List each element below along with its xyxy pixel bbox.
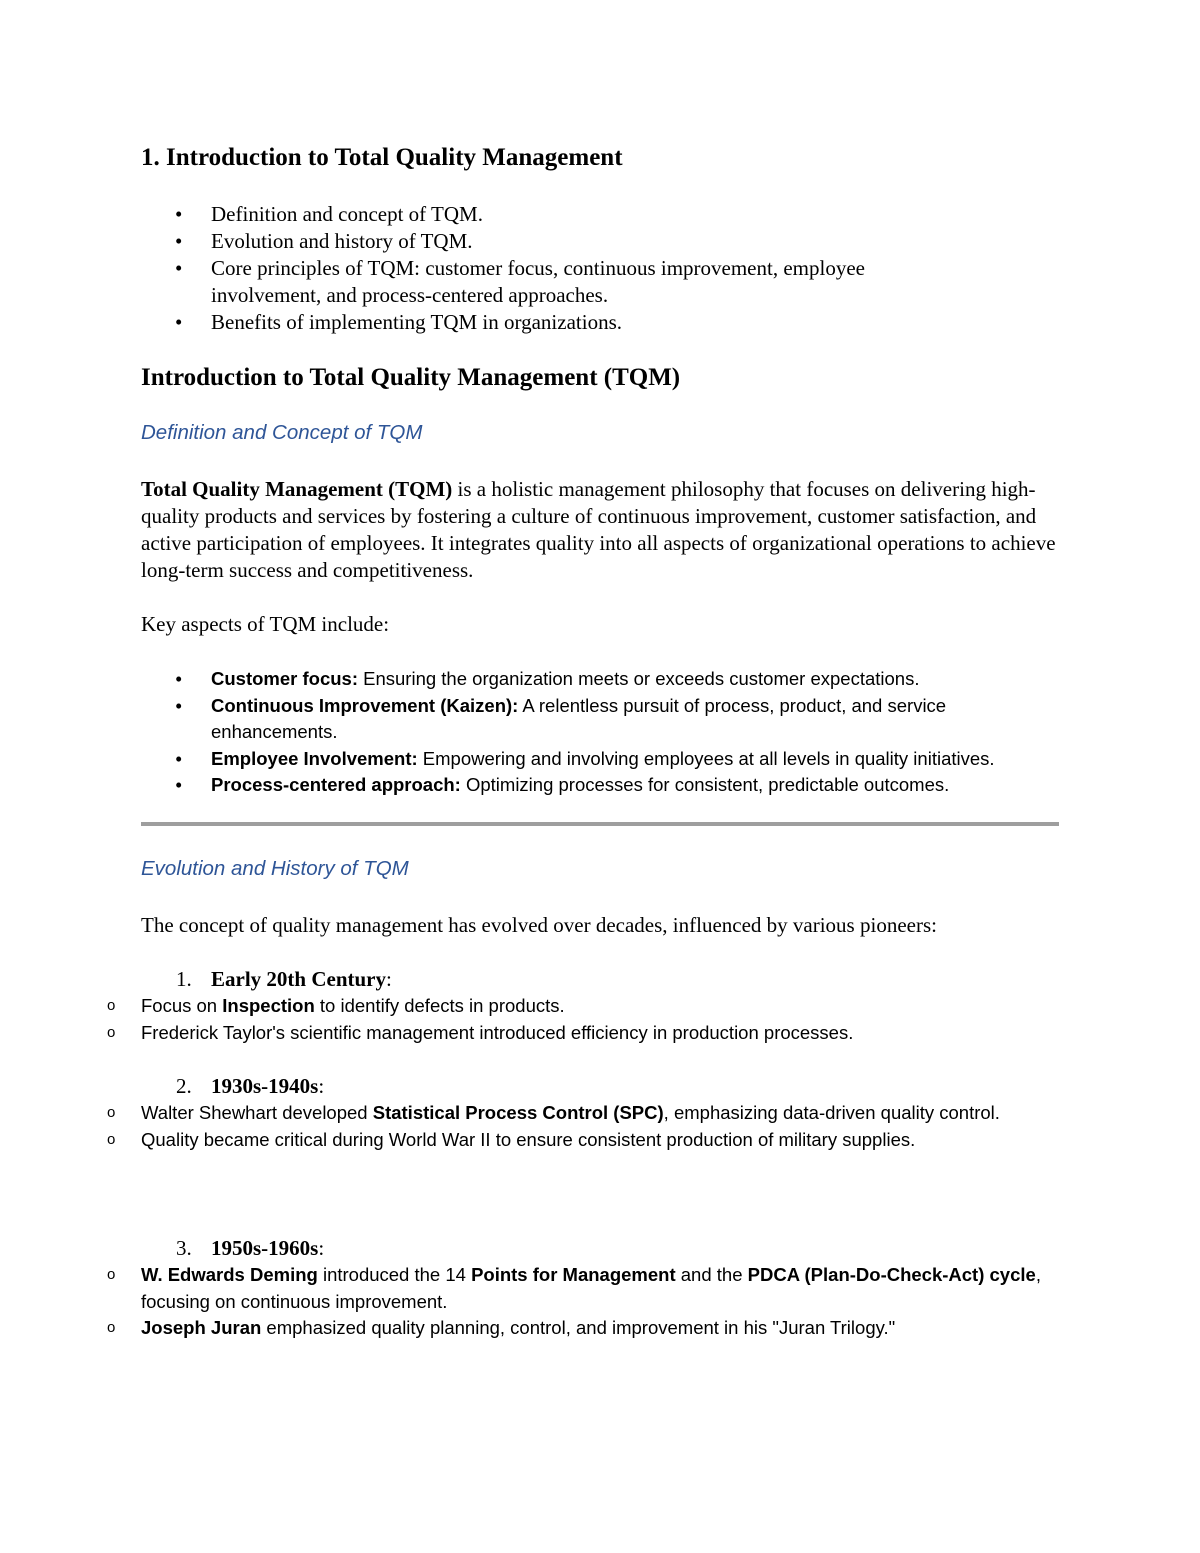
bullet-icon: • <box>175 746 183 771</box>
bullet-icon: • <box>175 773 183 797</box>
circle-bullet-icon: o <box>107 1266 116 1283</box>
horizontal-divider <box>141 822 1059 826</box>
list-item: o Joseph Juran emphasized quality planning, control, and improvement in his "Juran Trilogy." <box>0 1315 1061 1342</box>
bullet-icon: • <box>175 202 183 226</box>
bullet-icon: • <box>175 667 183 691</box>
key-aspects-list <box>141 666 1041 799</box>
circle-bullet-icon: o <box>107 1023 116 1041</box>
list-item: • Definition and concept of TQM. <box>175 202 483 226</box>
bullet-icon: • <box>175 693 183 718</box>
list-item: o Focus on Inspection to identify defects in products. <box>0 993 1061 1020</box>
list-item: • Core principles of TQM: customer focus, continuous improvement, employee involvement, and process-centered approaches. <box>175 256 865 307</box>
outline-list <box>141 201 1041 336</box>
list-item: • Continuous Improvement (Kaizen): A relentless pursuit of process, product, and service enhancements. <box>175 693 947 742</box>
bullet-icon: • <box>175 256 183 280</box>
era-block <box>107 1073 1061 1153</box>
bullet-icon: • <box>175 229 183 253</box>
evolution-intro: The concept of quality management has evolved over decades, influenced by various pioneers: <box>141 913 937 937</box>
era-block <box>107 1235 1061 1342</box>
era-items <box>0 1100 1061 1153</box>
list-item: • Benefits of implementing TQM in organizations. <box>175 310 622 334</box>
definition-paragraph <box>141 476 1061 584</box>
era-heading: 2. 1930s-1940s: <box>176 1074 325 1098</box>
list-item: • Process-centered approach: Optimizing processes for consistent, predictable outcomes. <box>175 773 950 797</box>
era-block <box>107 966 1061 1046</box>
evolution-subheading: Evolution and History of TQM <box>141 857 409 880</box>
circle-bullet-icon: o <box>107 1319 116 1336</box>
list-item: • Evolution and history of TQM. <box>175 229 473 253</box>
outline-heading: 1. Introduction to Total Quality Management <box>141 144 623 171</box>
list-item: • Employee Involvement: Empowering and involving employees at all levels in quality initiatives. <box>175 746 995 771</box>
era-heading: 1. Early 20th Century: <box>176 967 392 991</box>
era-items <box>0 993 1061 1046</box>
circle-bullet-icon: o <box>107 1104 116 1121</box>
circle-bullet-icon: o <box>107 997 116 1014</box>
section-heading: Introduction to Total Quality Management (TQM) <box>141 364 681 391</box>
list-item: • Customer focus: Ensuring the organization meets or exceeds customer expectations. <box>175 667 920 691</box>
list-item: o W. Edwards Deming introduced the 14 Points for Management and the PDCA (Plan-Do-Check-Act) cycle, focusing on continuous improvement. <box>107 1264 1041 1312</box>
bullet-icon: • <box>175 310 183 334</box>
definition-text: is a holistic management philosophy that focuses on delivering high-quality products and services by fostering a culture of continuous improvement, customer satisfaction, and active participation of employees. It integrates quality into all aspects of organizational operations to achieve long-term success and competitiveness. <box>141 477 1056 582</box>
era-heading: 3. 1950s-1960s: <box>176 1236 325 1260</box>
definition-term: Total Quality Management (TQM) <box>141 477 453 501</box>
list-item: o Frederick Taylor's scientific management introduced efficiency in production processes. <box>0 1020 1061 1047</box>
key-aspects-intro: Key aspects of TQM include: <box>141 612 390 636</box>
list-item: o Walter Shewhart developed Statistical Process Control (SPC), emphasizing data-driven quality control. <box>0 1100 1061 1127</box>
era-items <box>0 1262 1061 1342</box>
circle-bullet-icon: o <box>107 1130 116 1148</box>
definition-subheading: Definition and Concept of TQM <box>141 421 423 444</box>
list-item: o Quality became critical during World War II to ensure consistent production of military supplies. <box>0 1127 1061 1154</box>
